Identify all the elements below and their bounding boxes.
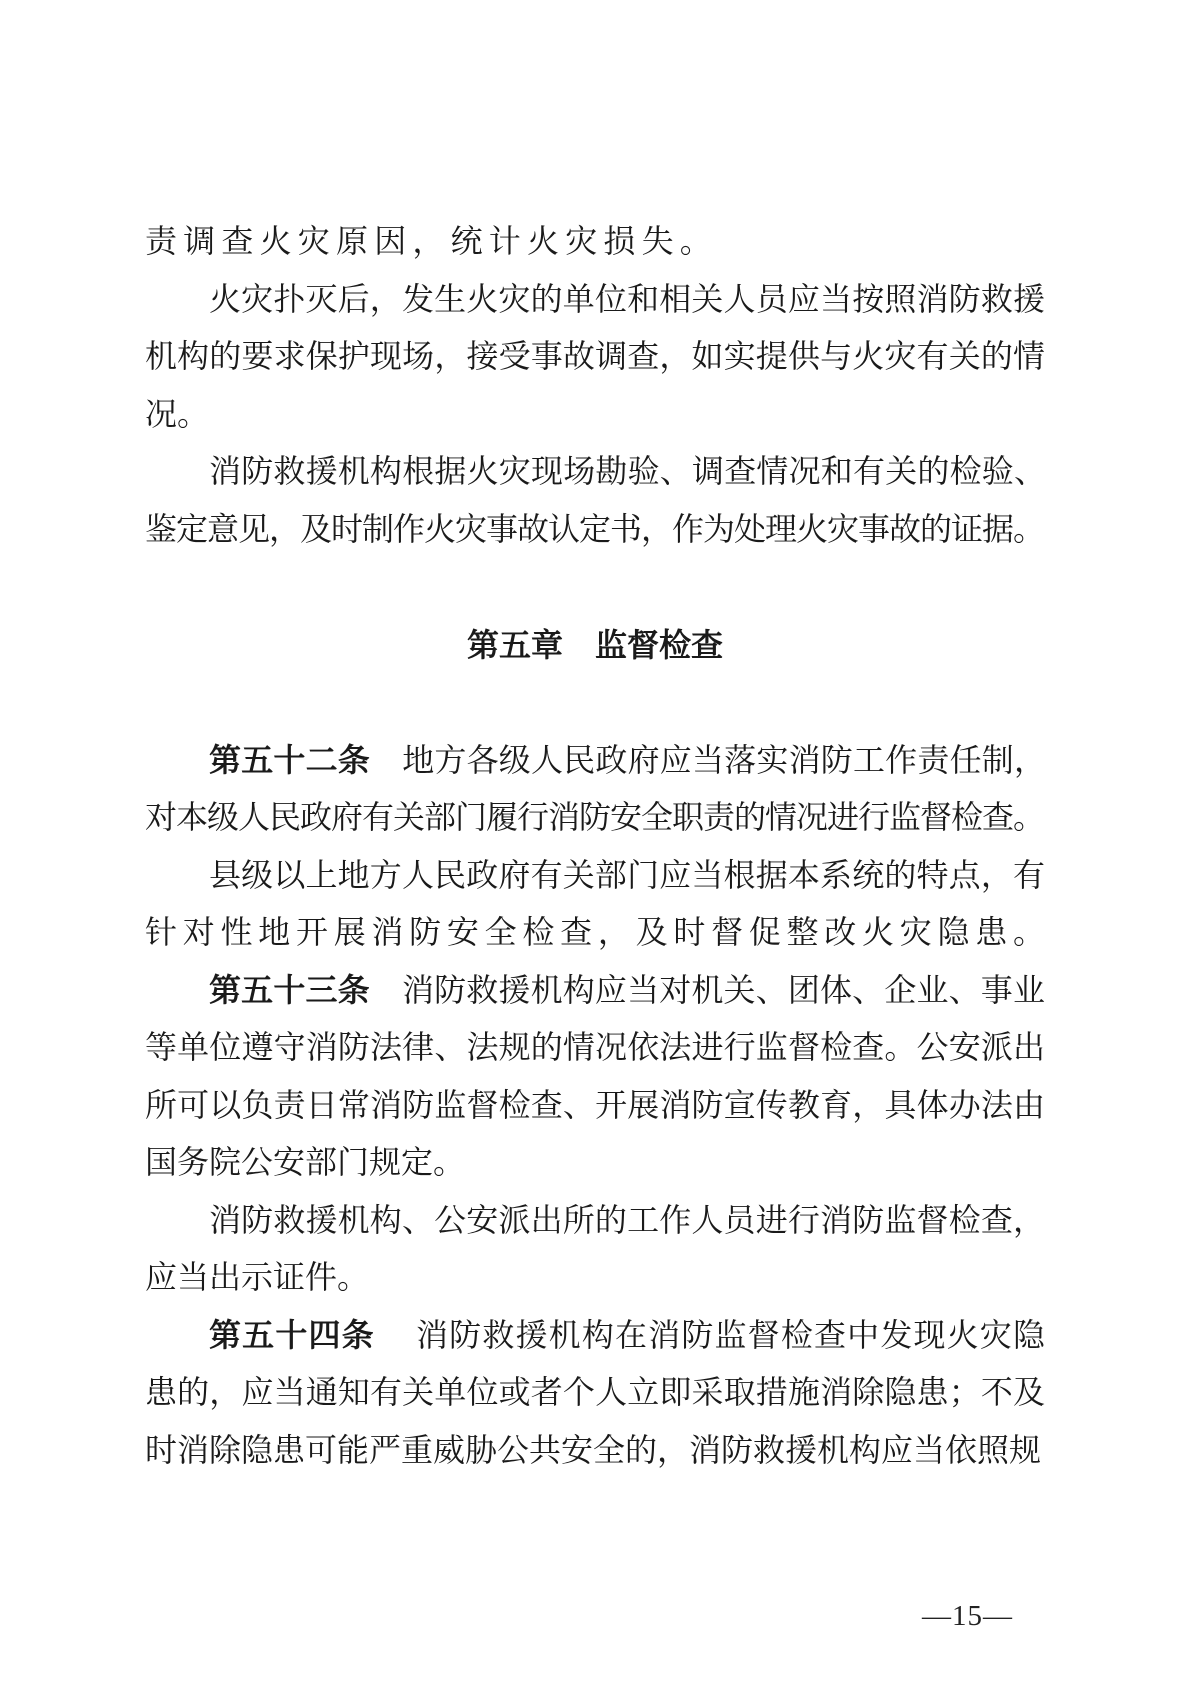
chapter-heading: 第五章 监督检查 [466,627,723,663]
article-paragraph [145,962,1045,1192]
body-paragraph [145,213,1045,271]
article-paragraph [145,732,1045,847]
body-paragraph [145,443,1045,558]
article-paragraph [145,1307,1045,1480]
article-paragraph [145,1192,1045,1307]
article-number: 第五十四条 [209,1316,408,1353]
paragraph-text: 消防救援机构在消防监督检查中发现火灾隐患的，应当通知有关单位或者个人立即采取措施消除隐患；不及时消除隐患可能严重威胁公共安全的，消防救援机构应当依照规 [145,1316,1045,1468]
paragraph-text: 消防救援机构根据火灾现场勘验、调查情况和有关的检验、鉴定意见，及时制作火灾事故认定书，作为处理火灾事故的证据。 [145,453,1045,547]
paragraph-text: 县级以上地方人民政府有关部门应当根据本系统的特点，有针对性地开展消防安全检查，及时督促整改火灾隐患。 [145,856,1045,950]
paragraph-text: 火灾扑灭后，发生火灾的单位和相关人员应当按照消防救援机构的要求保护现场，接受事故调查，如实提供与火灾有关的情况。 [145,280,1045,432]
article-number: 第五十二条 [209,741,403,778]
text-block [145,213,1045,1479]
body-paragraph [145,271,1045,444]
page-number: —15— [922,1600,1013,1632]
paragraph-text: 责调查火灾原因，统计火灾损失。 [145,223,719,259]
article-paragraph [145,847,1045,962]
article-number: 第五十三条 [209,971,402,1008]
paragraph-text: 消防救援机构、公安派出所的工作人员进行消防监督检查，应当出示证件。 [145,1201,1045,1295]
paragraph-text: 消防救援机构应当对机关、团体、企业、事业等单位遵守消防法律、法规的情况依法进行监督检查。公安派出所可以负责日常消防监督检查、开展消防宣传教育，具体办法由国务院公安部门规定。 [145,971,1045,1180]
paragraph-text: 地方各级人民政府应当落实消防工作责任制，对本级人民政府有关部门履行消防安全职责的情况进行监督检查。 [145,741,1045,835]
